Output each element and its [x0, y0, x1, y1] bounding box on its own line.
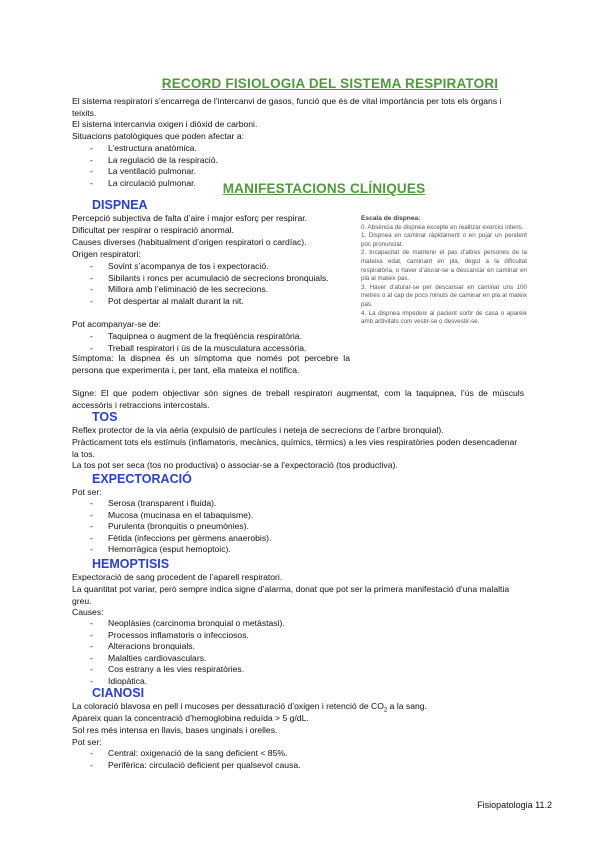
scale-level-4: 4. La dispnea impedeix al pacient sortir de casa o apareix amb activitats com vestir-se o desvestir-se.	[361, 309, 527, 326]
tos-paragraph-3: La tos pot ser seca (tos no productiva) o associar-se a l’expectoració (tos productiva).	[72, 460, 398, 470]
dispnea-scale-box	[361, 215, 527, 327]
cianosi-paragraph-2: Apareix quan la concentració d’hemoglobina reduïda > 5 g/dL.	[72, 713, 309, 723]
list-item: - Sibilants i roncs per acumulació de secrecions bronquials.	[72, 273, 350, 285]
list-item: - La regulació de la respiració.	[72, 155, 512, 167]
heading-expectoracio: EXPECTORACIÓ	[92, 472, 192, 486]
page-footer: Fisiopatologia 11.2	[477, 800, 552, 810]
scale-level-1: 1. Dispnea en caminar ràpidament o en pujar un pendent poc pronunciat.	[361, 232, 527, 248]
expectoracio-paragraph-1: Pot ser:	[72, 487, 102, 497]
cianosi-text-part: La coloració blavosa en pell i mucoses per dessaturació d’oxigen i retenció de CO	[72, 701, 384, 711]
list-item: - L’estructura anatòmica.	[72, 143, 512, 155]
list-item: - Perifèrica: circulació deficient per qualsevol causa.	[72, 760, 512, 772]
tos-paragraph-2: Pràcticament tots els estímuls (inflamatoris, mecànics, químics, tèrmics) a les vies respiratòries poden desencadenar la tos.	[72, 437, 518, 459]
heading-cianosi: CIANOSI	[92, 686, 145, 700]
list-item: - Purulenta (bronquitis o pneumònies).	[72, 521, 512, 533]
section-title: MANIFESTACIONS CLÍNIQUES	[222, 181, 426, 196]
list-item: - Neoplàsies (carcinoma bronquial o metàstasi).	[72, 618, 512, 630]
hemoptisis-paragraph-1: Expectoració de sang procedent de l’aparell respiratori.	[72, 572, 283, 582]
expectoracio-list	[72, 498, 512, 556]
intro-paragraph-1: El sistema respiratori s’encarrega de l’intercanvi de gasos, funció que és de vital importància per tots els òrgans i teixits.	[72, 96, 502, 118]
list-item: - Mucosa (mucinasa en el tabaquisme).	[72, 510, 512, 522]
dispnea-paragraph-5: Pot acompanyar-se de:	[72, 319, 161, 329]
list-item: - Processos inflamatoris o infecciosos.	[72, 630, 512, 642]
scale-level-2: 2. Incapacitat de mantenir el pas d’altres persones de la mateixa edat, caminant en pla, degut a la dificultat respiratòria, o haver d’aturar-se a descansar en caminar en pla al mateix pas.	[361, 249, 527, 283]
heading-tos: TOS	[92, 410, 118, 424]
hemoptisis-paragraph-3: Causes:	[72, 607, 104, 617]
list-item: - Hemorràgica (esput hemoptoic).	[72, 544, 512, 556]
dispnea-paragraph-3: Causes diverses (habitualment d’origen respiratori o cardíac).	[72, 237, 307, 247]
list-item: - Central: oxigenació de la sang deficient < 85%.	[72, 748, 512, 760]
list-item: - La circulació pulmonar.	[72, 178, 512, 190]
list-item: - Cos estrany a les vies respiratòries.	[72, 664, 512, 676]
cianosi-paragraph-4: Pot ser:	[72, 737, 102, 747]
heading-hemoptisis: HEMOPTISIS	[92, 557, 170, 571]
list-item: - Alteracions bronquials.	[72, 641, 512, 653]
list-item: - La ventilació pulmonar.	[72, 166, 512, 178]
scale-level-0: 0. Absència de dispnea excepte en realitzar exercici intens.	[361, 223, 524, 231]
list-item: - Sovint s’acompanya de tos i expectoració.	[72, 261, 350, 273]
dispnea-paragraph-2: Dificultat per respirar o respiració anormal.	[72, 225, 234, 235]
intro-paragraph-2: El sistema intercanvia oxigen i diòxid de carboni.	[72, 119, 258, 129]
document-title: RECORD FISIOLOGIA DEL SISTEMA RESPIRATORI	[161, 76, 499, 91]
dispnea-acc-list	[72, 331, 350, 354]
list-item: - Serosa (transparent i fluida).	[72, 498, 512, 510]
cianosi-list	[72, 748, 512, 771]
cianosi-paragraph-3: Sol res més intensa en llavis, bases unginals i orelles.	[72, 725, 278, 735]
list-item: - Treball respiratori i ús de la musculatura accessòria.	[72, 343, 350, 355]
dispnea-paragraph-7: Signe: El que podem objectivar són signes de treball respiratori augmentat, com la taquipnea, l’ús de músculs accessòris i retraccions intercostals.	[72, 388, 524, 410]
list-item: - Fètida (infeccions per gèrmens anaerobis).	[72, 533, 512, 545]
heading-dispnea: DISPNEA	[92, 198, 148, 212]
dispnea-resp-list	[72, 261, 350, 307]
dispnea-paragraph-6: Símptoma: la dispnea és un símptoma que només pot percebre la persona que experimenta i, per tant, ella mateixa el notifica.	[72, 353, 350, 375]
intro-paragraph-3: Situacions patològiques que poden afectar a:	[72, 131, 245, 141]
hemoptisis-paragraph-2: La quantitat pot variar, però sempre indica signe d’alarma, donat que pot ser la primera manifestació d’una malaltia greu.	[72, 584, 510, 606]
list-item: - Millora amb l’eliminació de les secrecions.	[72, 284, 350, 296]
cianosi-text-part: a la sang.	[387, 701, 427, 711]
scale-title: Escala de dispnea:	[361, 215, 421, 222]
list-item: - Idiopàtica.	[72, 676, 512, 688]
cianosi-subscript: 2	[383, 707, 388, 714]
hemoptisis-list	[72, 618, 512, 687]
dispnea-paragraph-4: Origen respiratori:	[72, 249, 141, 259]
list-item: - Pot despertar al malalt durant la nit.	[72, 296, 350, 308]
scale-level-3: 3. Haver d’aturar-se per descansar en caminar uns 100 metres o al cap de pocs minuts de caminar en pla al mateix pas.	[361, 283, 527, 308]
tos-paragraph-1: Reflex protector de la via aèria (expulsió de partícules i neteja de secrecions de l’arbre bronquial).	[72, 425, 444, 435]
list-item: - Malalties cardiovasculars.	[72, 653, 512, 665]
list-item: - Taquipnea o augment de la freqüència respiratòria.	[72, 331, 350, 343]
dispnea-paragraph-1: Percepció subjectiva de falta d’aire i major esforç per respirar.	[72, 213, 308, 223]
